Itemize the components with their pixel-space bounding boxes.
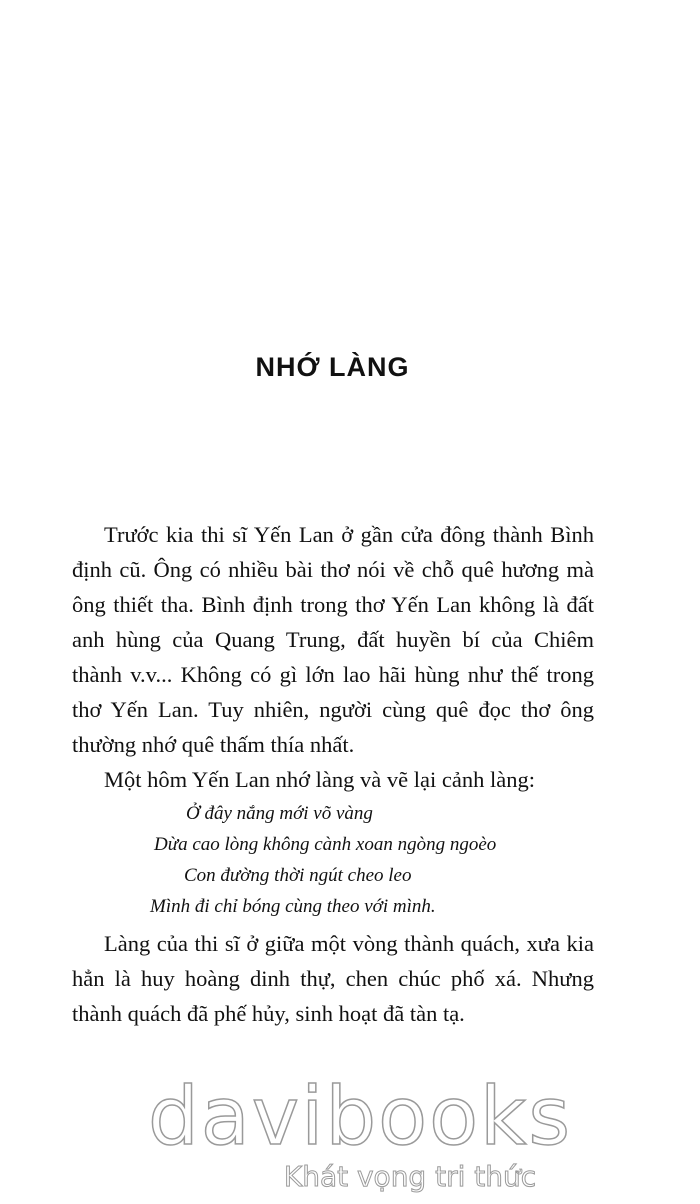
- chapter-body: [72, 517, 594, 1031]
- poem-line: Dừa cao lòng không cành xoan ngòng ngoèo: [154, 834, 497, 855]
- chapter-title: NHỚ LÀNG: [255, 352, 410, 382]
- poem-line: Mình đi chỉ bóng cùng theo với mình.: [150, 896, 436, 917]
- poem-excerpt: [72, 797, 594, 926]
- watermark-brand: davibooks: [147, 1070, 573, 1163]
- paragraph-village: Làng của thi sĩ ở giữa một vòng thành quách, xưa kia hẳn là huy hoàng dinh thự, chen chúc phố xá. Nhưng thành quách đã phế hủy, sinh hoạt đã tàn tạ.: [72, 931, 594, 1026]
- watermark-slogan: Khát vọng tri thức: [283, 1160, 537, 1193]
- paragraph-poem-lead: Một hôm Yến Lan nhớ làng và vẽ lại cảnh làng:: [104, 767, 535, 792]
- poem-line: Con đường thời ngút cheo leo: [184, 865, 412, 886]
- poem-line: Ở đây nắng mới võ vàng: [186, 803, 373, 824]
- paragraph-intro: Trước kia thi sĩ Yến Lan ở gần cửa đông thành Bình định cũ. Ông có nhiều bài thơ nói về chỗ quê hương mà ông thiết tha. Bình định trong thơ Yến Lan không là đất anh hùng của Quang Trung, đất huyền bí của Chiêm thành v.v... Không có gì lớn lao hãi hùng như thế trong thơ Yến Lan. Tuy nhiên, người cùng quê đọc thơ ông thường nhớ quê thấm thía nhất.: [72, 522, 594, 757]
